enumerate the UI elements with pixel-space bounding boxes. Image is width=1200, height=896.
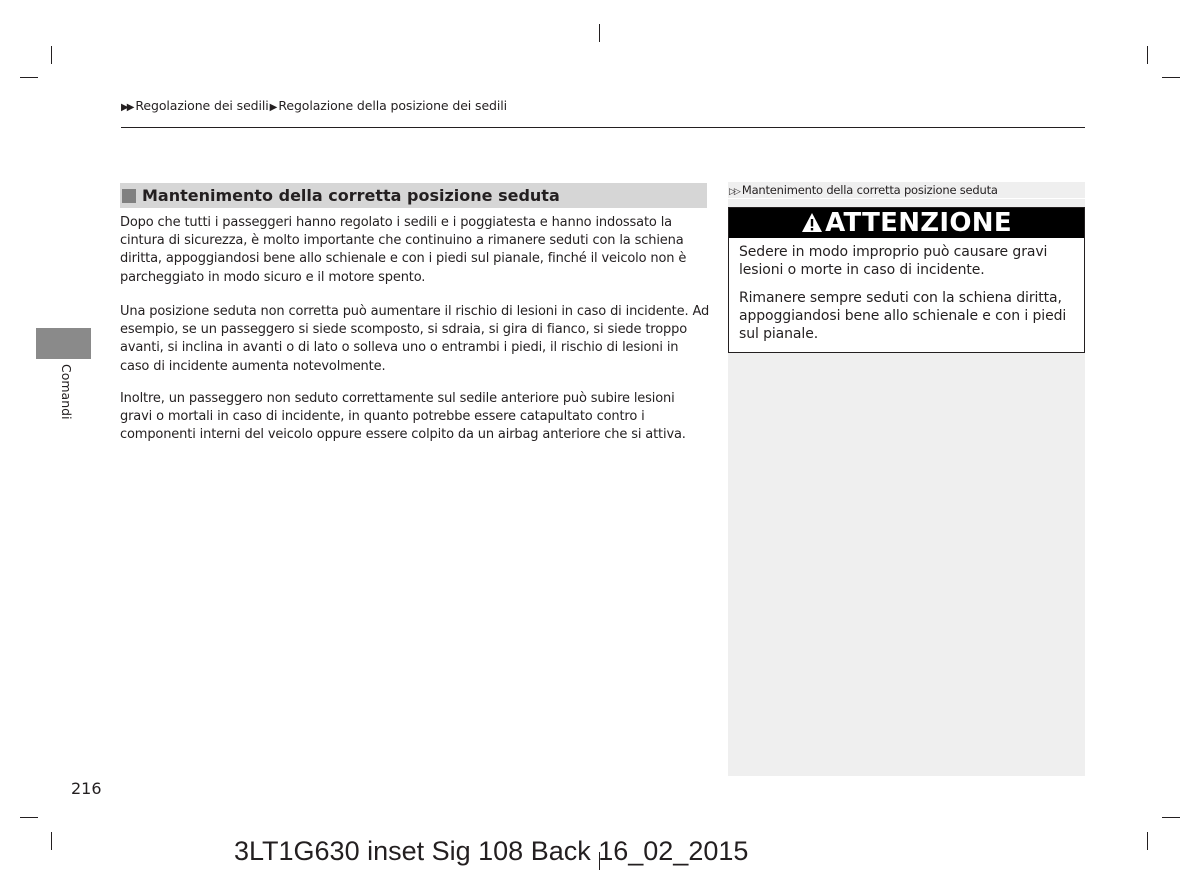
page-number: 216 (71, 779, 102, 798)
crop-mark (1162, 77, 1180, 78)
print-slug: 3LT1G630 inset Sig 108 Back 16_02_2015 (234, 836, 749, 866)
chapter-tab (36, 328, 91, 359)
warning-box (728, 207, 1085, 353)
crop-mark (51, 832, 52, 850)
crop-mark (20, 817, 38, 818)
breadcrumb-separator-icon: ▶ (269, 102, 276, 113)
sidebar-reference-title: Mantenimento della corretta posizione seduta (741, 183, 998, 197)
warning-triangle-icon (801, 212, 823, 234)
crop-mark (599, 24, 600, 42)
breadcrumb-arrow-icon: ▶▶ (121, 102, 133, 113)
section-title: Mantenimento della corretta posizione seduta (142, 186, 560, 205)
warning-text: Rimanere sempre seduti con la schiena diritta, appoggiandosi bene allo schienale e con i piedi sul pianale. (739, 290, 1067, 342)
sidebar-reference (728, 182, 1085, 199)
body-paragraph: Dopo che tutti i passeggeri hanno regolato i sedili e i poggiatesta e hanno indossato la cintura di sicurezza, è molto importante che continuino a rimanere seduti con la schiena diritta, appoggiandosi bene allo schienale e con i piedi sul pianale, finché il veicolo non è parcheggiato in modo sicuro e il motore spento. (120, 215, 687, 285)
warning-header (729, 208, 1084, 238)
crop-mark (1147, 46, 1148, 64)
breadcrumb (121, 98, 507, 113)
breadcrumb-subsection: Regolazione della posizione dei sedili (278, 98, 507, 113)
crop-mark (1147, 832, 1148, 850)
crop-mark (20, 77, 38, 78)
breadcrumb-section: Regolazione dei sedili (135, 98, 269, 113)
body-paragraph: Una posizione seduta non corretta può aumentare il rischio di lesioni in caso di incidente. Ad esempio, se un passeggero si siede scomposto, si sdraia, si gira di fianco, si siede troppo avanti, si inclina in avanti o di lato o solleva uno o entrambi i piedi, il rischio di lesioni in caso di incidente aumenta notevolmente. (120, 304, 710, 374)
chapter-label: Comandi (59, 364, 74, 420)
header-divider (121, 127, 1085, 128)
heading-square-icon (122, 189, 136, 203)
reference-arrow-icon: ▷▷ (729, 187, 739, 197)
crop-mark (51, 46, 52, 64)
body-paragraph: Inoltre, un passeggero non seduto correttamente sul sedile anteriore può subire lesioni gravi o mortali in caso di incidente, in quanto potrebbe essere catapultato contro i componenti interni del veicolo oppure essere colpito da un airbag anteriore che si attiva. (120, 391, 686, 443)
warning-text: Sedere in modo improprio può causare gravi lesioni o morte in caso di incidente. (739, 244, 1048, 278)
warning-title: ATTENZIONE (825, 208, 1012, 238)
crop-mark (1162, 817, 1180, 818)
section-heading (120, 183, 707, 208)
